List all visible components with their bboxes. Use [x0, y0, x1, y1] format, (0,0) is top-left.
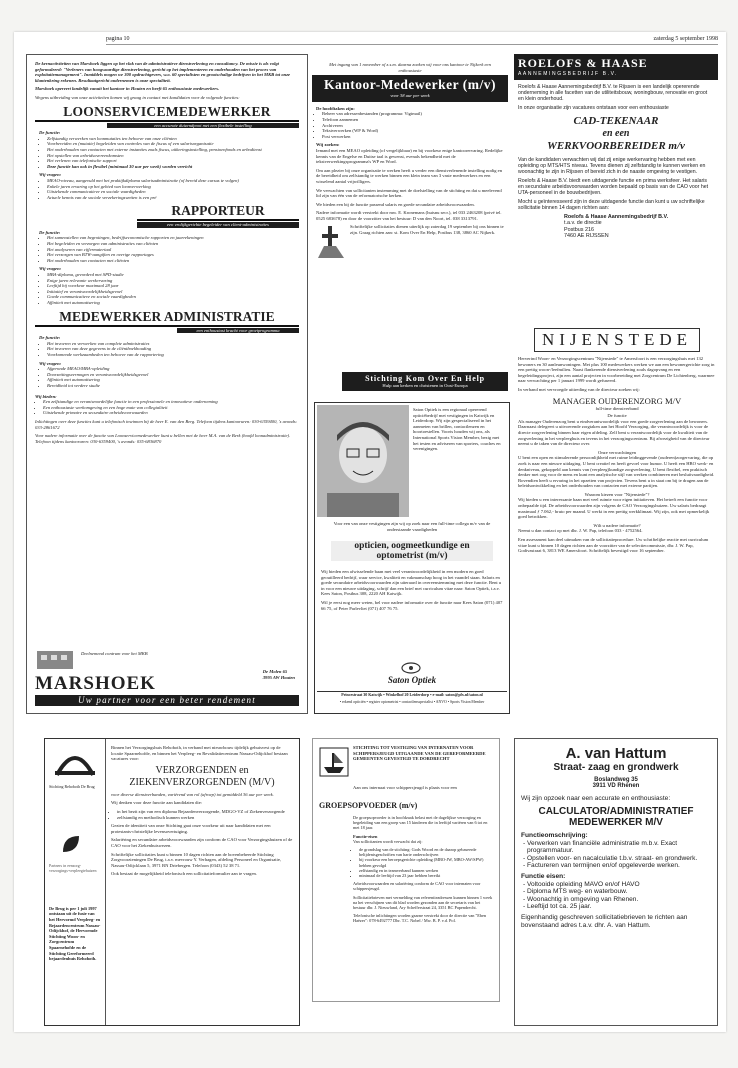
marshoek-member: Deelnemend contrum voor het MKB: [81, 651, 148, 656]
roelofs-ad: [514, 54, 718, 318]
nijenstede-h2: Onze verwachtingen: [598, 449, 636, 455]
kantoor-ad: [312, 54, 508, 396]
list-item: • Actuele kennis van de sociale verzekeringswetten is een pré: [47, 195, 299, 201]
nijenstede-h4: Wilt u nadere informatie?: [593, 522, 641, 528]
roelofs-p2: Roelofs & Haase B.V. biedt een uitdagende functie en prima werksfeer. Het salaris en secundaire arbeidsvoorwaarden worden bepaald op basis van de CAO voor het UTA-personeel in de bouwbedrijven.: [518, 178, 709, 196]
job3-eisen-head: Wij vragen:: [39, 360, 62, 366]
list-item: - Diploma MTS weg- en waterbouw.: [527, 888, 711, 896]
kantoor-p4: We bieden een bij de functie passend salaris en goede secundaire arbeidsvoorwaarden.: [316, 201, 475, 207]
hattum-title: CALCULATOR/ADMINISTRATIEF MEDEWERKER M/V: [538, 806, 694, 828]
debrug-p3: Salariëring en secundaire arbeidsvoorwaarden zijn conform de CAO voor Verzorgingshuizen of de CAO voor het Ziekenhuiswezen.: [111, 837, 293, 848]
nijenstede-title: MANAGER OUDERENZORG M/V: [552, 395, 682, 406]
hattum-name: A. van Hattum: [565, 745, 667, 762]
saton-title: opticien, oogmeetkundige en optometrist (m/v): [331, 541, 493, 561]
roelofs-address-3: Postbus 216: [564, 226, 594, 233]
list-item: • Uitstekende primaire en secundaire arbeidsvoorwaarden: [43, 410, 299, 416]
church-icon: [316, 224, 350, 262]
saton-intro: Saton Optiek is een regionaal opererend opticiëbedrijf met vestigingen in Katwijk en Leiderdorp. Wij zijn gespecialiseerd in het aanmeten van brillen, contactlenzen en hoortoestellen. Voorts houden wij ons, als International Sports Vision Member, bezig met het testen en adviseren van sporters, coaches en verenigingen.: [413, 407, 501, 452]
list-item: • MEAO-niveau, aangevuld met het praktijkdiploma salarisadministratie (of bereid deze cursus te volgen): [47, 178, 299, 184]
debrug-p2: Gezien de identiteit van onze Stichting gaat onze voorkeur uit naar kandidaten met een protestants-christelijke levensovertuiging.: [111, 823, 271, 834]
bieden-head: Wij bieden:: [35, 393, 57, 399]
hattum-h1: Functieomschrijving:: [521, 832, 588, 839]
list-item: • Telefoon aannemen: [322, 117, 504, 123]
list-item: • zelfstandig en methodisch kunnen werken: [117, 815, 293, 821]
nijenstede-h1: De functie: [607, 413, 627, 419]
roelofs-address-1: Roelofs & Haase Aannemingsbedrijf B.V.: [564, 214, 669, 220]
stichting-ad: [312, 738, 500, 1002]
kantoor-p6: Schriftelijke sollicitaties dienen uiterlijk op zaterdag 19 september bij ons binnen te zijn. Graag richten aan: st. Kom Over En Help, Postbus 138, 3860 AC Nijkerk.: [350, 224, 504, 236]
saton-footer: Princestraat 30 Katwijk • Winkelhof 20 Leiderdorp • e-mail: saton@pfx.nl/saton.nl: [317, 691, 507, 698]
saton-footer2: • erkend opticiën • register optometrist • contactlensspecialist • ANVO • Sports Vision Member: [339, 700, 485, 704]
list-item: • Post verwerken: [322, 134, 504, 140]
list-item: • Affiniteit met automatisering: [47, 300, 299, 306]
job2-eisen-head: Wij vragen:: [39, 266, 62, 272]
job2-sub: een vrolijkgerichte begeleider van client-administraties: [137, 222, 299, 228]
nijenstede-p4: Neemt u dan contact op met dhr. J. W. Pap, telefoon 033 - 4752564.: [518, 528, 643, 534]
list-item: - Verwerken van financiële administratie m.b.v. Exact programmatuur.: [527, 840, 711, 855]
list-item: • Affiniteit met automatisering: [47, 377, 299, 383]
list-item: - Woonachtig in omgeving van Rhenen.: [527, 896, 711, 904]
stichting-p1: De groepsopvoeder is in hoofdzaak belast met de dagelijkse verzorging en begeleiding van een groep van 15 kinderen die in leeftijd variëren van 6 tot en met 18 jaar.: [353, 815, 488, 831]
kantoor-p2: Om aan plezier bij onze organisatie te werken heeft u verder een dienstverlenende instelling nodig en de bereidheid om zelfstandig te werken binnen een klein team van 3 vaste medewerkers en een wisselend aantal vrijwilligers.: [316, 167, 503, 184]
list-item: • Afgeronde MEAO/MBA-opleiding: [47, 366, 299, 372]
roelofs-intro2: In onze organisatie zijn vacatures ontstaan voor een enthousiaste: [518, 105, 669, 111]
debrug-org: Stichting Rehoboth De Brug: [49, 784, 95, 789]
debrug-p5: Ook bestaat de mogelijkheid telefonisch een sollicitatieformulier aan te vragen.: [111, 871, 257, 877]
hattum-intro: Wij zijn opzoek naar een accurate en enthousiaste:: [521, 795, 671, 802]
job1-functie-head: De functie:: [39, 130, 61, 136]
job1-sub: een accurate duizendpoot met een flexibele instelling: [107, 123, 299, 129]
list-item: • Leeftijd bij voorkeur maximaal 28 jaar: [47, 283, 299, 289]
list-item: • Beheer van adressenbestanden (programma: Vigimail): [322, 111, 504, 117]
nijenstede-p1: Als manager Ouderenzorg bent u eindverantwoordelijk voor een goede zorgverlening aan de bewoners. Daarnaast delegeert u uitvoerende zorgtaken aan het Hoofd Verzorging, die verantwoordelijk is voor de directe zorgverlening binnen haar eigen afdeling. Zelf bent u verantwoordelijk voor de kwaliteit van de zorgverlening in het verpleeghuis en tevens in het verzorgingscentrum. Bij afwezigheid van de directeur neemt u de taken van de directeur over.: [518, 418, 710, 447]
nijenstede-ad: [514, 324, 720, 712]
list-item: • Het onderhouden van contacten met cliënten: [47, 258, 299, 264]
list-item: • zelfstandig en in teamverband kunnen werken: [359, 868, 493, 873]
saton-photo: [317, 405, 409, 517]
roelofs-address-4: 7460 AE RIJSSEN: [564, 233, 609, 240]
kantoor-org: Stichting Kom Over En Help: [365, 374, 485, 383]
roelofs-t2: en een: [602, 128, 630, 139]
job3-functie-head: De functie:: [39, 335, 61, 341]
debrug-p1: Wij denken voor deze functie aan kandidaten die:: [111, 800, 203, 806]
hattum-ad: [514, 738, 718, 1026]
marshoek-ad: [26, 54, 308, 714]
roelofs-logo: ROELOFS & HAASE: [518, 56, 648, 70]
kantoor-p1: Iemand met een MEAO opleiding (of vergelijkbaar) en bij voorkeur enige kantoorervaring. Redelijke kennis van de Engelse en Duitse taal is gewenst, evenals bekendheid met de tekstverwerkingsprogramma's WP en Word.: [316, 147, 503, 165]
list-item: • Voorbereiden en (mutatie) begeleiden van controles van de fiscus of een salarisorganisatie: [47, 141, 299, 147]
stichting-p3: Arbeidsvoorwaarden en salariëring conform de CAO voor internaten voor schippersjeugd.: [353, 881, 481, 892]
marshoek-intro3: Wegens uitbreiding van onze activiteiten komen wij graag in contact met kandidaten voor de volgende functies:: [35, 94, 240, 100]
saton-p2: Wil je eerst nog meer weten, bel voor nadere informatie over de functie naar Kees Saton (071) 407 66 75, of Peter Parlevliet (071) 407 76 75.: [321, 599, 503, 611]
nijenstede-intro2: In verband met vervroegde uittreding van de directeur zoeken wij:: [518, 386, 640, 392]
list-item: • Het samenstellen van begrotingen, bedrijfseconomische rapporten en jaarrekeningen: [47, 235, 299, 241]
marshoek-address: De Molen 65 3995 AW Houten: [262, 669, 295, 680]
job1-eisen-head: Wij vragen:: [39, 172, 62, 178]
nijenstede-sub: full-time dienstverband: [595, 405, 639, 411]
job2-title: RAPPORTEUR: [171, 203, 265, 219]
stichting-title: GROEPSOPVOEDER (m/v): [319, 801, 418, 810]
debrug-sub: voor diverse dienstverbanden, variërend van rol (afroep) tot gemiddeld 36 uur per week.: [111, 791, 274, 797]
list-item: • in het bezit zijn van een diploma Bejaardenverzorgende, MDGO-VZ of Ziekenverzorgende: [117, 809, 293, 815]
debrug-intro: Binnen het Verzorgingshuis Rehoboth, in verband met nieuwbouw tijdelijk gehuisvest op de locatie Spaarnehofde, en binnen het Verpleeg- en Revalidatiecentrum Nassau-Odijckhof bestaan vacatures voor:: [111, 745, 288, 762]
debrug-title: VERZORGENDEN en ZIEKENVERZORGENDEN (M/V): [129, 764, 275, 788]
list-item: • Het begeleiden en verzorgen van administraties van cliënten: [47, 241, 299, 247]
list-item: • Een enthousiaste werkomgeving en een hoge mate van collegialiteit: [43, 405, 299, 411]
list-item: • Het invoeren van deze gegevens in de cliëntboekhouding: [47, 346, 299, 352]
stichting-p5: Telefonische inlichtingen worden gaarne verstrekt door de directie van "Eben Haëzer": 078-6492777 Dhr. T.C. Nobel / Mw. B. P. v.d. Pol.: [353, 913, 487, 924]
list-item: • Uitstekende communicatieve en sociale vaardigheden: [47, 189, 299, 195]
list-item: • Het invoeren en verwerken van complete administraties: [47, 341, 299, 347]
saton-p1: Wij bieden een afwisselende baan met veel verantwoordelijkheid in een modern en goed geoutilleerd bedrijf, waar service, kwaliteit en vakmanschap hoog in het vaandel staan. Salaris en goede secundaire arbeidsvoorwaarden zijn uiteraard in overeenstemming met deze functie. Bent u in voor een nieuwe uitdaging, schrijf dan een brief met curriculum vitae naar: Saton Optiek, t.a.v. Kees Saton, Postbus 308, 2220 AH Katwijk.: [321, 569, 502, 597]
list-item: • bij voorkeur een beroepsgerichte opleiding (MBO-JW, MBO-AW/SPW) hebben gevolgd: [359, 857, 493, 867]
list-item: • Goede communicatieve en sociale vaardigheden: [47, 294, 299, 300]
roelofs-p3: Mocht u geïnteresseerd zijn in deze uitdagende functie dan kunt u uw schriftelijke sollicitatie binnen 14 dagen richten aan:: [518, 199, 705, 211]
debrug-p4: Schriftelijke sollicitaties kunt u binnen 10 dagen richten aan de bovenbeheerde Stichting Zorgvoorzieningen De Brug, t.a.v. mevrouw Y. Verhagen, afdeling Personeel en Organisatie, Nassau-Odijcklaan 5, 3971 BN Driebergen. Telefoon (0343) 52 38 71.: [111, 851, 282, 868]
nijenstede-p2: U bent een open en stimulerende persoonlijkheid met ruime leidinggevende (ouderen)zorgervaring, die op zoek is naar een nieuwe uitdaging. U bent creatief en heeft gevoel voor humor. U heeft een HBO werk- en denkniveau, gekoppeld aan kennis van (verpleeg)kundige zorgverlening. U bent flexibel, een praktisch denker met oog voor de mens en kunt een analytische stijl van werken combineren met besluitvaardigheid. Bovendien heeft u ervaring in het opzetten van projecten. Tevens bent u in staat om bij te dragen aan de beleidsontwikkeling en het onderhouden van contacten met externe partijen.: [518, 455, 715, 489]
list-item: • Tekstverwerken (WP & Word): [322, 128, 504, 134]
kantoor-org-sub: Hulp aan kerken en christenen in Oost-Europa: [382, 383, 468, 388]
hattum-sub: Straat- zaag en grondwerk: [553, 762, 679, 773]
marshoek-building-icon: [35, 647, 75, 671]
list-item: • Het verzorgen van BTW-aangiften en overige rapportages: [47, 252, 299, 258]
stichting-logo-icon: [319, 747, 349, 782]
saton-intro2: Voor een van onze vestigingen zijn wij op zoek naar een full-time collega m/v van de onderstaande vaardigheden: [333, 521, 491, 532]
list-item: • minimaal de leeftijd van 23 jaar hebben bereikt: [359, 873, 493, 878]
list-item: • Zelfstandig verwerken van loonmutaties ten behoeve van onze cliënten: [47, 136, 299, 142]
marshoek-logo: MARSHOEK: [35, 673, 156, 694]
page-number: pagina 10: [106, 36, 130, 42]
job3-sub: een enthousiast kracht voor groeiprogramma: [177, 328, 299, 334]
marshoek-apply: Voor nadere informatie over de functie van Loonservicemedewerker kunt u bellen met de heer M.A. van de Berk (hoofd loonadministratie). Telefoon tijdens kantooruren: 030-6359400, 's avonds: 035-6836870: [35, 433, 291, 444]
debrug-ad: [44, 738, 300, 1026]
roelofs-logo-block: [514, 54, 718, 80]
list-item: - Voltooide opleiding MAVO en/of HAVO: [527, 881, 711, 889]
hattum-outro: Eigenhandig geschreven sollicitatiebrieven te richten aan bovenstaand adres t.a.v. dhr. A. van Hattum.: [521, 913, 688, 929]
nijenstede-logo: NIJENSTEDE: [541, 330, 693, 349]
saton-ad: [314, 402, 510, 714]
marshoek-slogan: Uw partner voor een beter rendement: [35, 695, 299, 706]
kantoor-sub: voor 38 uur per week: [390, 93, 430, 99]
kantoor-p5: Nadere informatie wordt verstrekt door mw. E. Kronemans (huisnu secr.), tel 033 2463208 (privé tel. 0525 683678) en door de voorzitter van het bestuur: D van den Noort, tel. 038 3313791.: [316, 210, 502, 221]
nijenstede-h3: Waarom kiezen voor "Nijenstede"?: [584, 491, 650, 497]
list-item: • Archiveren: [322, 123, 504, 129]
list-item: • MBA-diploma, gevorderd met SPD-studie: [47, 272, 299, 278]
marshoek-info: Inlichtingen over deze functies kunt u telefonisch inwinnen bij de heer E. van den Berg. Telefoon tijdens kantooruren: 030-6359400, 's avonds: 033-2861672: [35, 418, 298, 430]
list-item: • Initiatief en verantwoordelijkheidsgevoel: [47, 289, 299, 295]
kantoor-intro: Met ingang van 1 november of z.s.m. daarna zoeken wij voor ons kantoor te Nijkerk een enthousiaste: [329, 62, 491, 73]
page-header: [106, 36, 718, 45]
list-item: • Enkele jaren ervaring op het gebied van loonverwerking: [47, 184, 299, 190]
list-item: • Een zelfstandige en verantwoordelijke functie in een professionele en innovatieve onderneming: [43, 399, 299, 405]
hattum-addr2: 3911 VD Rhenen: [592, 783, 640, 789]
roelofs-t3: WERKVOORBEREIDER m/v: [547, 140, 685, 152]
list-item: • Het onderhouden van contacten met externe instanties zoals fiscus, uitkeringsinstelling, pensioenfonds en arbodienst: [47, 147, 299, 153]
job3-title: MEDEWERKER ADMINISTRATIE: [59, 308, 275, 324]
nijenstede-p3: Wij bieden u een interessante baan met veel ruimte voor eigen initiatieven. Het betreft een functie voor onbepaalde tijd. De arbeidsvoorwaarden zijn volgens de CAO Verzorgingshuizen. Uw salaris bedraagt maximaal ƒ 7.062,- bruto per maand. U werkt in een prettig werkklimaat. Wij zijn, ook met opmerkelijk goed betrokken.: [518, 497, 710, 520]
job1-title: LOONSERVICEMEDEWERKER: [63, 103, 271, 119]
roelofs-t1: CAD-TEKENAAR: [573, 115, 659, 127]
stichting-head: STICHTING TOT VESTIGING VAN INTERNATEN VOOR SCHIPPERSJEUGD UITGAANDE VAN DE GEREFORMEERDE GEMEENTEN GEVESTIGD TE DORDRECHT: [353, 745, 486, 762]
roelofs-address-2: t.a.v. de directie: [564, 220, 602, 227]
saton-brand: Saton Optiek: [387, 675, 437, 685]
list-item: • Bereidheid tot verdere studie: [47, 383, 299, 389]
roelofs-logo-sub: AANNEMINGSBEDRIJF B.V.: [518, 71, 619, 77]
list-item: • Het verlenen van telefonische support: [47, 158, 299, 164]
list-item: • de grondslag van de stichting: Gods Woord en de daarop gebaseerde belijdenisgeschriften van harte onderschrijven: [359, 847, 493, 857]
list-item: • Doorzettingsvermogen en verantwoordelijkheidsgevoel: [47, 372, 299, 378]
newspaper-page: [14, 32, 726, 1032]
kantoor-eisen-head: Wij zoeken:: [316, 142, 340, 148]
roelofs-intro: Roelofs & Haase Aannemingsbedrijf B.V. te Rijssen is een landelijk opererende onderneming in alle facetten van de utiliteitsbouw, woningbouw, renovatie en groot en klein onderhoud.: [518, 84, 708, 102]
debrug-logo-icon: [45, 739, 105, 782]
kantoor-taken-head: De hoofdtaken zijn:: [316, 105, 355, 111]
leaf-icon: [45, 792, 105, 861]
roelofs-p1: Van de kandidaten verwachten wij dat zij enige werkervaring hebben met een opleiding op MTS/HTS niveau. Tevens dienen zij zelfstandig te kunnen werken en woonachtig te zijn in Rijssen of bereid zich in de naaste omgeving te vestigen.: [518, 157, 706, 175]
debrug-side2: De Brug is per 1 juli 1997 ontstaan uit de fusie van het Hervormd Verpleeg- en Bejaardencentrum Nassau-Odijckhof, de Hervormde Stichting Woon- en Zorgcentrum Spaarnehofde en de Stichting Gereformeerd bejaardenhuis Rehoboth.: [49, 905, 101, 962]
stichting-p4: Sollicitatiebrieven met vermelding van referentieadressen kunnen binnen 1 week na het verschijnen van dit blad worden gezonden aan de secretaris van het bestuur dhr. J. Nieuwland, Ary Schefferstraat 24, 3351 BC Papendrecht.: [353, 894, 493, 911]
list-item: • Het opstellen van arbeidsovereenkomsten: [47, 153, 299, 159]
marshoek-intro2: Marshoek opereert landelijk vanuit het kantoor in Houten en heeft 65 enthousiaste medewerkers.: [35, 86, 220, 92]
page-date: zaterdag 5 september 1998: [653, 36, 718, 42]
job2-functie-head: De functie:: [39, 229, 61, 235]
list-item: - Opstellen voor- en nacalculatie t.b.v. straat- en grondwerk.: [527, 855, 711, 863]
hattum-h2: Functie eisen:: [521, 872, 566, 880]
kantoor-title: Kantoor-Medewerker (m/v): [323, 77, 497, 93]
list-item: • Deze functie kan ook in flexibel (minimaal 30 uur per week) worden verricht: [47, 164, 299, 170]
stichting-p2: Van sollicitanten wordt verwacht dat zij:: [353, 838, 423, 844]
list-item: • Het analyseren van cijfermateriaal: [47, 247, 299, 253]
list-item: • Enige jaren relevante werkervaring: [47, 278, 299, 284]
list-item: - Factureren van termijnen en/of opgeleverde werken.: [527, 862, 711, 870]
stichting-h1: Functie-eisen: [353, 833, 378, 839]
hattum-addr1: Boslandweg 35: [594, 777, 638, 783]
marshoek-intro: De kernactiviteiten van Marshoek liggen op het vlak van de administratieve dienstverlening en consultancy. De missie is als volgt geformuleerd: "Verleners van hoogwaardige dienstverlening, gericht op het implementeren en onderhouden van het proces van exploitatiemanagement". Inmiddels mogen we 300 opdrachtgevers, w.o. 60 specialisten en grootschalige bedrijven in het MKB tot onze klantenkring rekenen. Resultaatgericht ondernemen is onze specialiteit.: [35, 61, 291, 83]
list-item: - Leeftijd tot ca. 25 jaar.: [527, 903, 711, 911]
kantoor-p3: We verwachten van sollicitanten instemming met de doelstelling van de stichting en dat u meelevend lid zijn van één van de reformatorische kerken.: [316, 187, 502, 199]
debrug-side1: Partners in eenzorg-verzorgings-verpleegtehuizen: [49, 862, 97, 874]
nijenstede-p5: Een assessment kan deel uitmaken van de sollicitatieprocedure. Uw schriftelijke reactie met curriculum vitae kunt u binnen 10 dagen richten aan de voorzitter van de selectiecommissie, dhr. J. W. Pap, Godivastraat 6, 3813 WE Amersfoort. Schriftelijk bevestigd voor 16 september.: [518, 537, 709, 554]
stichting-intro: Aan ons internaat voor schippersjeugd is plaats voor een: [353, 785, 457, 790]
nijenstede-intro: Herverind Woon- en Verzorgingscentrum "Nijenstede" te Amersfoort is een verzorgingshuis met 132 bewoners en 30 aanleunwoningen. Met plus 100 medewerkers werken we aan een bewonergerichte zorg in een prettig woon-/leefmilieu. Naast flankerende dienstverlening zoals dagopvang en een begeleidingsproject, zijn een aantal projecten in voorbereiding met Zorgcentrum De Lichtenberg, waarmee naar verwachting per 1 januari 1999 wordt gefuseerd.: [518, 356, 715, 384]
list-item: • Voorkomende werkzaamheden ten behoeve van de rapportering: [47, 352, 299, 358]
